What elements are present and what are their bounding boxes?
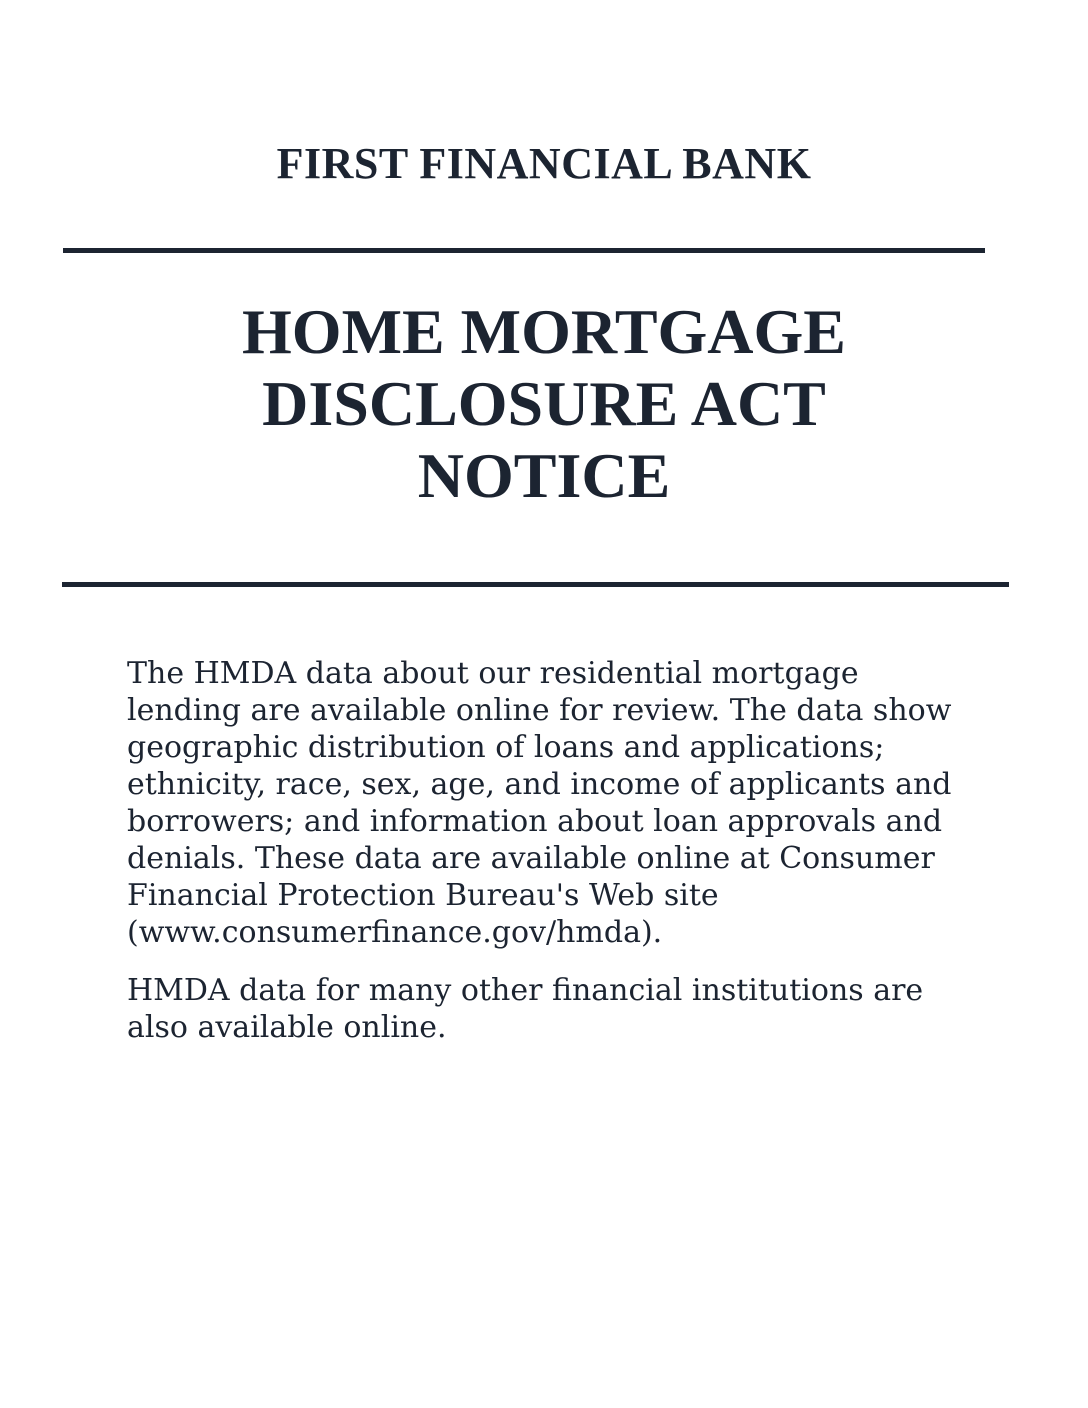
paragraph-other-institutions: HMDA data for many other financial institutions are also available online. xyxy=(127,973,924,1045)
paragraph-hmda-availability: The HMDA data about our residential mortgage lending are available online for review. The data show geographic distribution of loans and applications; ethnicity, race, sex, age, and income of applicants and borrowers; and information about loan approvals and denials. These data are available online at Consumer Financial Protection Bureau's Web site (www.consumerfinance.gov/hmda). xyxy=(127,656,952,950)
notice-title-line-3: NOTICE xyxy=(417,440,671,511)
notice-title-line-2: DISCLOSURE ACT xyxy=(262,368,826,439)
notice-title-line-1: HOME MORTGAGE xyxy=(242,296,846,367)
bottom-divider-rule xyxy=(62,582,1009,587)
top-divider-rule xyxy=(63,248,985,253)
notice-title xyxy=(0,296,1088,512)
notice-body xyxy=(127,655,955,1046)
bank-name-heading: FIRST FINANCIAL BANK xyxy=(276,139,812,188)
